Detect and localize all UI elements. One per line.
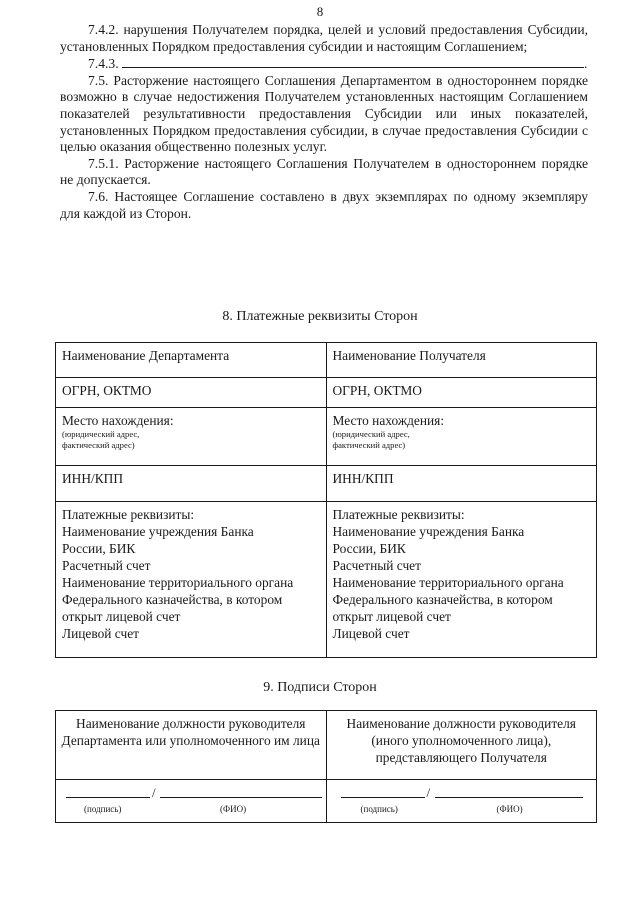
paragraph-7-4-2: 7.4.2. нарушения Получателем порядка, целей и условий предоставления Субсидии, установленных Порядком предоставления субсидии и настоящим Соглашением; — [60, 22, 588, 54]
department-inn-cell: ИНН/КПП — [56, 466, 327, 502]
department-fio-line — [160, 796, 322, 798]
signatures-table — [55, 710, 597, 823]
recipient-ogrn-cell: ОГРН, ОКТМО — [326, 378, 597, 408]
recipient-name-cell: Наименование Получателя — [326, 343, 597, 378]
section-8-heading: 8. Платежные реквизиты Сторон — [222, 309, 418, 324]
department-signature-cell — [56, 780, 327, 823]
recipient-fio-line — [435, 796, 583, 798]
recipient-payment-line: России, БИК — [332, 541, 406, 556]
recipient-location-label: Место нахождения: — [332, 413, 445, 428]
paragraph-7-4-3 — [60, 55, 588, 73]
recipient-payment-cell — [326, 502, 597, 658]
recipient-payment-line: Лицевой счет — [332, 626, 410, 641]
recipient-location-note-1: (юридический адрес, — [332, 429, 410, 439]
department-payment-line: России, БИК — [62, 541, 136, 556]
section-9-heading: 9. Подписи Сторон — [263, 680, 377, 695]
department-payment-line: Платежные реквизиты: — [62, 507, 195, 522]
department-ogrn-cell: ОГРН, ОКТМО — [56, 378, 327, 408]
department-payment-line: Федерального казначейства, в котором — [62, 592, 283, 607]
department-fio-caption: (ФИО) — [220, 804, 247, 814]
recipient-payment-line: Платежные реквизиты: — [332, 507, 465, 522]
recipient-signature-cell — [326, 780, 597, 823]
recipient-signature-caption: (подпись) — [360, 804, 398, 814]
agreement-text — [60, 22, 588, 222]
recipient-payment-line: открыт лицевой счет — [332, 609, 451, 624]
department-payment-line: Расчетный счет — [62, 558, 151, 573]
recipient-payment-line: Наименование учреждения Банка — [332, 524, 525, 539]
payment-details-table — [55, 342, 597, 658]
blank-fill-end: . — [584, 56, 588, 72]
department-payment-line: открыт лицевой счет — [62, 609, 181, 624]
department-payment-line: Наименование учреждения Банка — [62, 524, 254, 539]
department-location-cell — [56, 408, 327, 466]
department-location-note-2: фактический адрес) — [62, 440, 135, 450]
recipient-inn-cell: ИНН/КПП — [326, 466, 597, 502]
blank-fill-line — [122, 55, 584, 68]
paragraph-7-4-3-label: 7.4.3. — [88, 56, 119, 72]
recipient-signature-slash: / — [426, 785, 431, 800]
recipient-location-cell — [326, 408, 597, 466]
recipient-signature-line — [341, 796, 425, 798]
paragraph-7-5: 7.5. Расторжение настоящего Соглашения Департаментом в одностороннем порядке возможно в случае недостижения Получателем установленных настоящим Соглашением показателей результативности предоставления Субсидии или иных показателей, установленных Порядком предоставления субсидии, в случае предоставления Субсидии с целью оказания общественно полезных услуг. — [60, 72, 588, 155]
recipient-signatory-title: Наименование должности руководителя (иного уполномоченного лица), представляющего Получателя — [326, 711, 597, 780]
recipient-payment-line: Расчетный счет — [332, 558, 421, 573]
department-signature-slash: / — [152, 785, 156, 800]
department-payment-line: Наименование территориального органа — [62, 575, 294, 590]
department-location-label: Место нахождения: — [62, 413, 174, 428]
recipient-payment-line: Федерального казначейства, в котором — [332, 592, 553, 607]
recipient-payment-line: Наименование территориального органа — [332, 575, 564, 590]
department-payment-line: Лицевой счет — [62, 626, 140, 641]
recipient-location-note-2: фактический адрес) — [332, 440, 406, 450]
department-payment-cell — [56, 502, 327, 658]
paragraph-7-5-1: 7.5.1. Расторжение настоящего Соглашения Получателем в одностороннем порядке не допускается. — [60, 155, 588, 188]
department-name-cell: Наименование Департамента — [56, 343, 327, 378]
paragraph-7-6: 7.6. Настоящее Соглашение составлено в двух экземплярах по одному экземпляру для каждой из Сторон. — [60, 188, 588, 221]
department-signature-caption: (подпись) — [84, 804, 122, 814]
department-signatory-title: Наименование должности руководителя Департамента или уполномоченного им лица — [56, 711, 327, 780]
department-location-note-1: (юридический адрес, — [62, 429, 140, 439]
page-number: 8 — [316, 4, 324, 19]
recipient-fio-caption: (ФИО) — [496, 804, 523, 814]
department-signature-line — [66, 796, 150, 798]
